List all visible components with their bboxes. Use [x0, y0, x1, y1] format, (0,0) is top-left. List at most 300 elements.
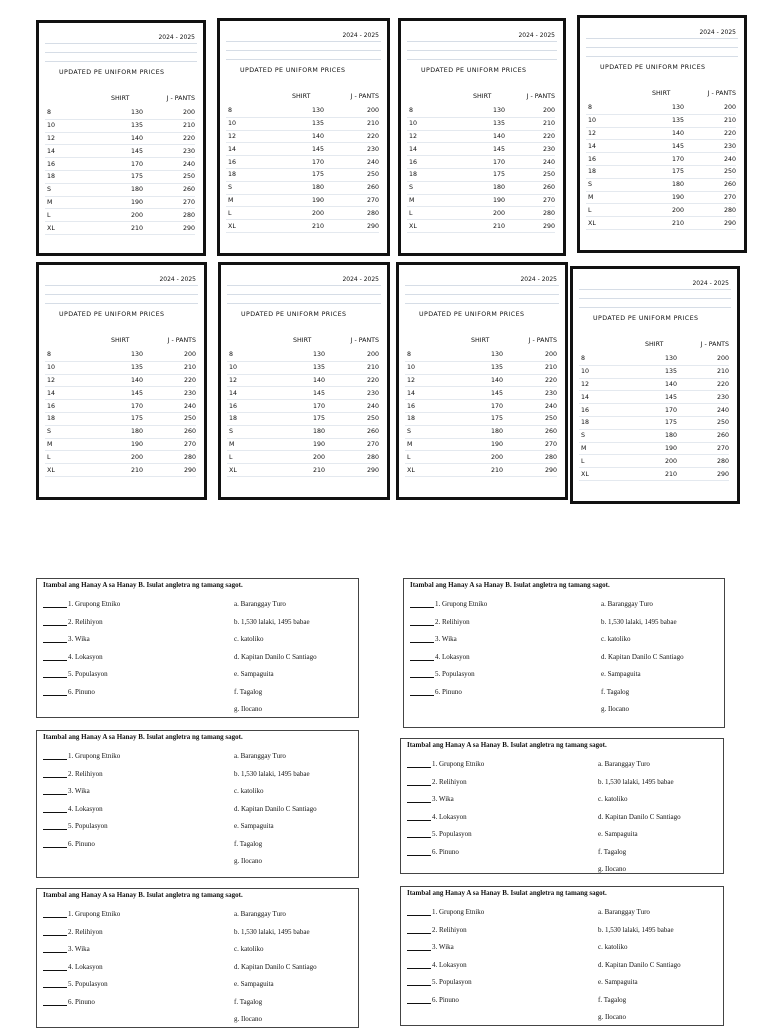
answer-blank[interactable] [43, 829, 67, 830]
price-cell-pants: 230 [716, 393, 729, 401]
price-cell-size: 8 [228, 107, 233, 115]
price-cell-size: 16 [229, 402, 238, 410]
price-cell-shirt: 190 [130, 198, 144, 206]
price-rows [45, 349, 196, 477]
hanay-a-item: 5. Populasyon [68, 670, 108, 678]
card-title: UPDATED PE UNIFORM PRICES [593, 315, 699, 322]
ruled-line [227, 303, 381, 304]
price-cell-shirt: 210 [311, 222, 325, 230]
answer-blank[interactable] [407, 820, 431, 821]
hanay-a-item: 5. Populasyon [432, 978, 472, 986]
ruled-line [586, 47, 738, 48]
price-cell-pants: 220 [182, 134, 195, 142]
price-row [579, 379, 729, 392]
price-cell-shirt: 200 [671, 206, 685, 214]
answer-blank[interactable] [407, 767, 431, 768]
worksheet-row [37, 600, 358, 610]
hanay-a-item: 2. Relihiyon [432, 925, 467, 934]
hanay-a-item: 6. Pinuno [432, 995, 459, 1004]
card-title: UPDATED PE UNIFORM PRICES [419, 311, 525, 318]
pants-header: J - PANTS [350, 93, 379, 100]
price-cell-shirt: 170 [664, 406, 678, 414]
price-cell-pants: 240 [723, 155, 736, 163]
price-cell-shirt: 135 [130, 364, 144, 372]
price-cell-pants: 270 [544, 440, 557, 448]
price-cell-shirt: 180 [671, 181, 685, 189]
price-cell-size: 14 [47, 147, 56, 155]
price-row [586, 153, 736, 166]
price-row [407, 156, 555, 169]
answer-blank[interactable] [407, 855, 431, 856]
hanay-b-choice: e. Sampaguita [234, 822, 274, 830]
hanay-a-item: 5. Populasyon [432, 830, 472, 838]
worksheet-row [37, 980, 358, 990]
answer-blank[interactable] [43, 987, 67, 988]
matching-worksheet [400, 738, 724, 874]
price-cell-shirt: 135 [492, 120, 506, 128]
price-cell-pants: 260 [366, 428, 379, 436]
hanay-b-choice: b. 1,530 lalaki, 1495 babae [234, 617, 310, 626]
answer-blank[interactable] [410, 607, 434, 608]
price-cell-pants: 280 [542, 209, 555, 217]
price-cell-shirt: 145 [490, 389, 504, 397]
price-cell-pants: 260 [716, 432, 729, 440]
price-cell-shirt: 145 [671, 142, 685, 150]
price-cell-pants: 290 [723, 219, 736, 227]
price-row [579, 430, 729, 443]
price-cell-size: 8 [47, 109, 52, 117]
price-row [45, 171, 195, 184]
pants-header: J - PANTS [350, 337, 379, 344]
worksheet-instruction: Itambal ang Hanay A sa Hanay B. Isulat angletra ng tamang sagot. [43, 891, 243, 899]
price-cell-pants: 200 [183, 351, 196, 359]
price-cell-shirt: 130 [492, 107, 506, 115]
price-cell-pants: 220 [716, 380, 729, 388]
worksheet-instruction: Itambal ang Hanay A sa Hanay B. Isulat angletra ng tamang sagot. [410, 581, 610, 589]
price-cell-size: XL [228, 222, 236, 230]
price-cell-pants: 220 [366, 376, 379, 384]
price-cell-pants: 230 [544, 389, 557, 397]
price-cell-size: 12 [407, 376, 416, 384]
price-cell-size: 16 [47, 402, 56, 410]
price-cell-shirt: 145 [130, 389, 144, 397]
price-cell-size: 8 [229, 351, 234, 359]
answer-blank[interactable] [43, 607, 67, 608]
price-card [396, 262, 568, 500]
price-cell-size: S [47, 186, 51, 194]
price-cell-size: 14 [407, 389, 416, 397]
price-cell-size: L [228, 209, 232, 217]
card-date: 2024 - 2025 [342, 32, 379, 39]
answer-blank[interactable] [410, 660, 434, 661]
price-cell-shirt: 210 [490, 466, 504, 474]
price-cell-size: L [407, 453, 411, 461]
price-cell-size: 14 [588, 142, 597, 150]
hanay-b-choice: d. Kapitan Danilo C Santiago [601, 652, 684, 661]
price-cell-size: 16 [581, 406, 590, 414]
price-cell-pants: 220 [183, 376, 196, 384]
ruled-line [405, 294, 559, 295]
price-row [45, 145, 195, 158]
price-cell-size: L [47, 211, 51, 219]
price-cell-size: S [229, 428, 233, 436]
price-cell-shirt: 135 [664, 368, 678, 376]
hanay-b-choice: c. katoliko [601, 635, 631, 643]
hanay-a-item: 3. Wika [68, 945, 90, 953]
worksheet-row [37, 618, 358, 628]
price-row [405, 349, 557, 362]
price-row [227, 349, 379, 362]
price-cell-pants: 270 [542, 196, 555, 204]
hanay-b-choice: f. Tagalog [598, 847, 627, 856]
price-cell-pants: 290 [716, 470, 729, 478]
hanay-b-choice: a. Baranggay Turo [234, 752, 286, 760]
price-cell-pants: 250 [544, 415, 557, 423]
answer-blank[interactable] [43, 917, 67, 918]
answer-blank[interactable] [407, 837, 431, 838]
answer-blank[interactable] [43, 970, 67, 971]
price-cell-size: 8 [588, 104, 593, 112]
price-rows [586, 102, 736, 230]
answer-blank[interactable] [43, 1005, 67, 1006]
price-row [227, 451, 379, 464]
hanay-a-item: 6. Pinuno [68, 997, 95, 1006]
answer-blank[interactable] [43, 847, 67, 848]
price-cell-pants: 230 [542, 145, 555, 153]
price-cell-pants: 210 [542, 120, 555, 128]
price-row [405, 400, 557, 413]
card-date: 2024 - 2025 [520, 276, 557, 283]
price-cell-shirt: 190 [490, 440, 504, 448]
price-cell-size: 12 [47, 376, 56, 384]
matching-worksheet [36, 730, 359, 878]
answer-blank[interactable] [407, 1003, 431, 1004]
price-row [579, 417, 729, 430]
price-cell-pants: 230 [723, 142, 736, 150]
card-date: 2024 - 2025 [692, 280, 729, 287]
price-row [405, 451, 557, 464]
price-row [45, 184, 195, 197]
worksheet-row [401, 1013, 723, 1023]
price-row [586, 179, 736, 192]
card-title: UPDATED PE UNIFORM PRICES [600, 64, 706, 71]
price-card [398, 18, 566, 256]
price-row [405, 439, 557, 452]
price-row [226, 156, 379, 169]
price-cell-size: 10 [409, 120, 418, 128]
answer-blank[interactable] [43, 625, 67, 626]
price-row [407, 169, 555, 182]
worksheet-instruction: Itambal ang Hanay A sa Hanay B. Isulat angletra ng tamang sagot. [407, 889, 607, 897]
price-cell-pants: 280 [544, 453, 557, 461]
worksheet-row [404, 635, 724, 645]
price-cell-shirt: 135 [490, 364, 504, 372]
price-row [407, 207, 555, 220]
answer-blank[interactable] [407, 968, 431, 969]
price-row [586, 102, 736, 115]
price-cell-size: M [407, 440, 413, 448]
shirt-header: SHIRT [652, 90, 671, 97]
price-cell-size: M [588, 193, 594, 201]
price-cell-shirt: 130 [490, 351, 504, 359]
ruled-line [227, 294, 381, 295]
answer-blank[interactable] [43, 695, 67, 696]
price-rows [405, 349, 557, 477]
price-cell-pants: 270 [366, 440, 379, 448]
price-cell-pants: 230 [366, 389, 379, 397]
hanay-a-item: 2. Relihiyon [432, 777, 467, 786]
price-cell-size: 10 [47, 364, 56, 372]
price-cell-size: M [581, 444, 587, 452]
hanay-a-item: 4. Lokasyon [68, 652, 103, 661]
price-cell-size: 18 [407, 415, 416, 423]
worksheet-row [404, 670, 724, 680]
pants-header: J - PANTS [707, 90, 736, 97]
ruled-line [45, 303, 198, 304]
price-cell-size: 16 [407, 402, 416, 410]
card-date: 2024 - 2025 [342, 276, 379, 283]
price-row [226, 207, 379, 220]
hanay-a-item: 4. Lokasyon [435, 652, 470, 661]
hanay-b-choice: e. Sampaguita [234, 670, 274, 678]
hanay-b-choice: e. Sampaguita [598, 978, 638, 986]
price-cell-shirt: 175 [671, 168, 685, 176]
ruled-line [45, 43, 197, 44]
worksheet-row [401, 795, 723, 805]
shirt-header: SHIRT [111, 95, 130, 102]
worksheet-instruction: Itambal ang Hanay A sa Hanay B. Isulat angletra ng tamang sagot. [43, 581, 243, 589]
price-row [45, 362, 196, 375]
price-cell-pants: 290 [183, 466, 196, 474]
price-cell-size: 8 [409, 107, 414, 115]
answer-blank[interactable] [407, 985, 431, 986]
price-cell-shirt: 140 [492, 132, 506, 140]
answer-blank[interactable] [43, 812, 67, 813]
price-cell-pants: 230 [366, 145, 379, 153]
price-cell-shirt: 140 [130, 134, 144, 142]
price-card [36, 20, 206, 256]
price-cell-size: M [47, 198, 53, 206]
hanay-b-choice: g. Ilocano [598, 865, 626, 873]
worksheet-row [401, 848, 723, 858]
answer-blank[interactable] [407, 915, 431, 916]
price-rows [407, 105, 555, 233]
answer-blank[interactable] [43, 759, 67, 760]
worksheet-row [37, 635, 358, 645]
answer-blank[interactable] [43, 794, 67, 795]
price-cell-pants: 270 [182, 198, 195, 206]
price-row [407, 220, 555, 233]
price-cell-shirt: 140 [130, 376, 144, 384]
answer-blank[interactable] [410, 642, 434, 643]
hanay-b-choice: f. Tagalog [601, 687, 630, 696]
price-row [407, 118, 555, 131]
answer-blank[interactable] [407, 785, 431, 786]
worksheet-row [37, 822, 358, 832]
price-cell-shirt: 175 [664, 419, 678, 427]
price-row [586, 192, 736, 205]
price-cell-shirt: 135 [312, 364, 326, 372]
pants-header: J - PANTS [166, 95, 195, 102]
price-cell-shirt: 210 [312, 466, 326, 474]
worksheet-row [37, 945, 358, 955]
worksheet-row [401, 813, 723, 823]
answer-blank[interactable] [43, 642, 67, 643]
price-cell-size: 12 [47, 134, 56, 142]
price-cell-pants: 220 [723, 129, 736, 137]
price-cell-shirt: 170 [671, 155, 685, 163]
worksheet-row [37, 910, 358, 920]
price-cell-size: 14 [47, 389, 56, 397]
hanay-a-item: 4. Lokasyon [432, 960, 467, 969]
price-cell-pants: 220 [544, 376, 557, 384]
price-cell-shirt: 200 [311, 209, 325, 217]
price-rows [226, 105, 379, 233]
answer-blank[interactable] [410, 625, 434, 626]
answer-blank[interactable] [43, 677, 67, 678]
answer-blank[interactable] [43, 777, 67, 778]
hanay-b-choice: b. 1,530 lalaki, 1495 babae [234, 769, 310, 778]
shirt-header: SHIRT [293, 337, 312, 344]
price-cell-shirt: 180 [130, 428, 144, 436]
price-cell-shirt: 175 [311, 171, 325, 179]
ruled-line [405, 285, 559, 286]
price-cell-pants: 240 [182, 160, 195, 168]
price-cell-size: 12 [228, 132, 237, 140]
hanay-a-item: 3. Wika [68, 787, 90, 795]
price-cell-size: XL [229, 466, 237, 474]
price-cell-size: XL [409, 222, 417, 230]
price-cell-size: XL [581, 470, 589, 478]
answer-blank[interactable] [43, 660, 67, 661]
price-cell-shirt: 135 [130, 122, 144, 130]
price-row [226, 143, 379, 156]
price-cell-pants: 210 [366, 120, 379, 128]
price-cell-pants: 260 [542, 184, 555, 192]
answer-blank[interactable] [407, 933, 431, 934]
price-cell-size: 16 [47, 160, 56, 168]
worksheet-row [37, 705, 358, 715]
price-cell-shirt: 170 [311, 158, 325, 166]
price-cell-shirt: 180 [664, 432, 678, 440]
price-cell-shirt: 200 [312, 453, 326, 461]
hanay-a-item: 6. Pinuno [435, 687, 462, 696]
price-cell-size: M [228, 196, 234, 204]
hanay-a-item: 1. Grupong Etniko [432, 760, 485, 768]
ruled-line [405, 303, 559, 304]
hanay-b-choice: a. Baranggay Turo [598, 760, 650, 768]
price-cell-shirt: 210 [130, 224, 144, 232]
price-row [407, 182, 555, 195]
price-cell-size: 8 [47, 351, 52, 359]
price-cell-size: 16 [588, 155, 597, 163]
price-cell-pants: 290 [366, 466, 379, 474]
hanay-b-choice: f. Tagalog [598, 995, 627, 1004]
answer-blank[interactable] [407, 802, 431, 803]
answer-blank[interactable] [410, 677, 434, 678]
price-cell-pants: 220 [366, 132, 379, 140]
hanay-b-choice: g. Ilocano [598, 1013, 626, 1021]
price-cell-pants: 240 [366, 158, 379, 166]
price-cell-pants: 250 [723, 168, 736, 176]
price-row [226, 195, 379, 208]
ruled-line [45, 61, 197, 62]
price-cell-pants: 290 [544, 466, 557, 474]
worksheet-instruction: Itambal ang Hanay A sa Hanay B. Isulat angletra ng tamang sagot. [407, 741, 607, 749]
ruled-line [407, 50, 557, 51]
worksheet-row [401, 830, 723, 840]
price-row [227, 413, 379, 426]
price-cell-size: L [581, 457, 585, 465]
price-cell-shirt: 180 [490, 428, 504, 436]
answer-blank[interactable] [43, 952, 67, 953]
price-cell-size: 10 [47, 122, 56, 130]
price-cell-pants: 280 [366, 453, 379, 461]
price-cell-shirt: 130 [312, 351, 326, 359]
price-cell-pants: 290 [182, 224, 195, 232]
ruled-line [586, 38, 738, 39]
price-cell-shirt: 140 [671, 129, 685, 137]
price-cell-pants: 280 [182, 211, 195, 219]
price-cell-size: M [229, 440, 235, 448]
worksheet-row [37, 653, 358, 663]
hanay-b-choice: a. Baranggay Turo [234, 910, 286, 918]
hanay-b-choice: g. Ilocano [234, 1015, 262, 1023]
price-row [586, 115, 736, 128]
card-date: 2024 - 2025 [159, 276, 196, 283]
answer-blank[interactable] [43, 935, 67, 936]
matching-worksheet [36, 578, 359, 718]
worksheet-row [37, 688, 358, 698]
price-cell-shirt: 200 [490, 453, 504, 461]
price-cell-shirt: 200 [492, 209, 506, 217]
worksheet-row [401, 961, 723, 971]
card-title: UPDATED PE UNIFORM PRICES [59, 69, 165, 76]
price-cell-shirt: 200 [664, 457, 678, 465]
price-row [586, 140, 736, 153]
price-cell-pants: 260 [544, 428, 557, 436]
price-row [405, 387, 557, 400]
card-title: UPDATED PE UNIFORM PRICES [241, 311, 347, 318]
price-cell-shirt: 190 [311, 196, 325, 204]
price-cell-shirt: 145 [664, 393, 678, 401]
hanay-b-choice: b. 1,530 lalaki, 1495 babae [234, 927, 310, 936]
hanay-b-choice: c. katoliko [598, 943, 628, 951]
price-cell-shirt: 200 [130, 211, 144, 219]
price-cell-size: 8 [407, 351, 412, 359]
price-card [36, 262, 207, 500]
matching-worksheet [400, 886, 724, 1026]
hanay-b-choice: f. Tagalog [234, 839, 263, 848]
price-row [45, 387, 196, 400]
hanay-a-item: 1. Grupong Etniko [68, 752, 121, 760]
hanay-b-choice: b. 1,530 lalaki, 1495 babae [601, 617, 677, 626]
answer-blank[interactable] [407, 950, 431, 951]
worksheet-instruction: Itambal ang Hanay A sa Hanay B. Isulat angletra ng tamang sagot. [43, 733, 243, 741]
hanay-b-choice: a. Baranggay Turo [598, 908, 650, 916]
price-cell-pants: 200 [716, 355, 729, 363]
price-cell-pants: 200 [366, 107, 379, 115]
price-cell-shirt: 200 [130, 453, 144, 461]
hanay-a-item: 2. Relihiyon [68, 927, 103, 936]
worksheet-row [401, 908, 723, 918]
price-cell-shirt: 175 [130, 415, 144, 423]
price-cell-pants: 230 [183, 389, 196, 397]
price-card [570, 266, 740, 504]
answer-blank[interactable] [410, 695, 434, 696]
price-cell-size: 12 [409, 132, 418, 140]
shirt-header: SHIRT [471, 337, 490, 344]
